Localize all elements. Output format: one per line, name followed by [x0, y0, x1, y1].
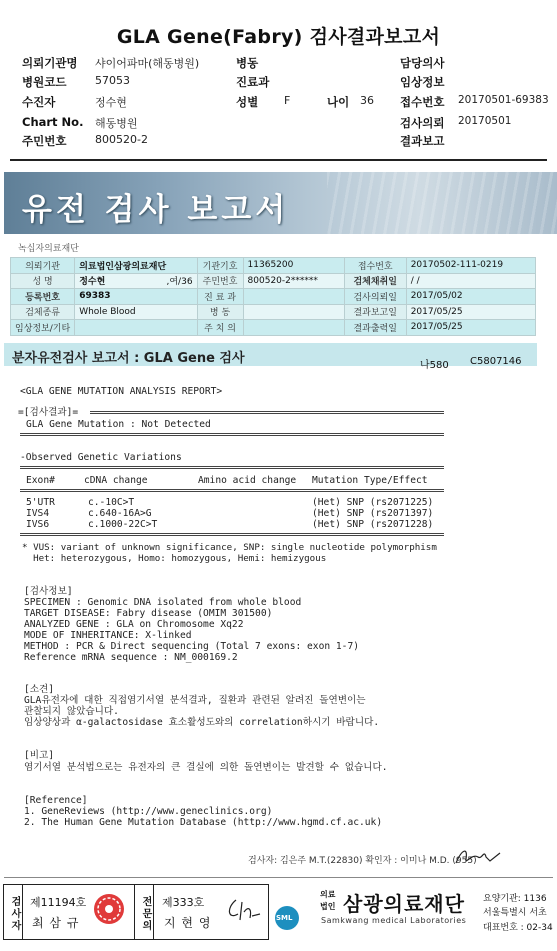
col-header: Mutation Type/Effect [312, 475, 428, 486]
variant-exon: IVS6 [26, 519, 50, 530]
result-text: GLA Gene Mutation : Not Detected [26, 419, 211, 430]
test-code: 나580 [420, 360, 449, 371]
variant-effect: (Het) SNP (rs2071225) [312, 497, 434, 508]
field-label: 병동 [236, 56, 259, 70]
logo-main: 삼광의료재단 [343, 892, 465, 916]
logo-badge: SML [276, 914, 293, 922]
org-label: 녹십자의료재단 [18, 244, 79, 254]
reference-label: [Reference] [24, 795, 88, 806]
info-line: Reference mRNA sequence : NM_000169.2 [24, 652, 238, 663]
field-label: 주민번호 [22, 134, 67, 148]
info-line: METHOD : PCR & Direct sequencing (Total 7 exons: exon 1-7) [24, 641, 360, 652]
field-label: 의뢰기관명 [22, 56, 78, 70]
field-label: 나이 [327, 95, 350, 109]
table-row: 검체종류 Whole Blood 병 동 결과보고일 2017/05/25 [11, 304, 536, 320]
test-id: C5807146 [470, 356, 522, 367]
table-row: 임상정보/기타 주 치 의 결과출력일 2017/05/25 [11, 320, 536, 336]
license-label: 검사자 [3, 884, 23, 940]
divider [90, 411, 444, 414]
patient-info-table [10, 257, 536, 336]
field-label: 병원코드 [22, 75, 67, 89]
footnote: * VUS: variant of unknown significance, SNP: single nucleotide polymorphism [22, 542, 437, 553]
variant-effect: (Het) SNP (rs2071228) [312, 519, 434, 530]
field-value: 정수현 [95, 96, 127, 109]
info-line: MODE OF INHERITANCE: X-linked [24, 630, 192, 641]
sex-value: F [284, 94, 291, 107]
license-no: 제11194호 [30, 896, 87, 909]
banner-decoration [327, 172, 557, 234]
info-label: [검사정보] [24, 586, 73, 597]
opinion-label: [소견] [24, 684, 55, 695]
field-label: 검사의뢰 [400, 116, 445, 130]
specialist-name: 지 현 영 [164, 916, 212, 930]
logo-small-label: 의료 [320, 890, 336, 899]
address-line: 요양기관: 1136 [483, 894, 547, 904]
banner-title: 유전 검사 보고서 [22, 192, 290, 228]
divider [20, 466, 444, 469]
reference-line: 2. The Human Gene Mutation Database (http://www.hgmd.cf.ac.uk) [24, 817, 383, 828]
remark-label: [비고] [24, 750, 55, 761]
info-line: SPECIMEN : Genomic DNA isolated from whole blood [24, 597, 302, 608]
signers: 검사자: 김은주 M.T.(22830) 확인자 : 이미나 M.D. (955) [248, 856, 477, 866]
variant-cdna: c.-10C>T [88, 497, 135, 508]
result-label: =[검사결과]= [18, 407, 79, 418]
report-title: GLA Gene(Fabry) 검사결과보고서 [116, 26, 441, 48]
address-line: 대표번호 : 02-34 [483, 923, 553, 933]
divider [20, 489, 444, 492]
field-value: 샤이어파마(해동병원) [95, 57, 200, 70]
field-label: Chart No. [22, 115, 84, 129]
variations-title: -Observed Genetic Variations [20, 452, 182, 463]
footnote: Het: heterozygous, Homo: homozygous, Hemi: hemizygous [22, 553, 327, 564]
field-label: 수진자 [22, 95, 56, 109]
logo-subtitle: Samkwang medical Laboratories [321, 916, 467, 925]
table-row: 의뢰기관 의료법인삼광의료재단 기관기호 11365200 접수번호 20170502-111-0219 [11, 258, 536, 274]
field-value: 800520-2 [95, 133, 148, 146]
col-header: Amino acid change [198, 475, 297, 486]
info-line: TARGET DISEASE: Fabry disease (OMIM 301500) [24, 608, 273, 619]
variant-cdna: c.640-16A>G [88, 508, 152, 519]
field-label: 임상정보 [400, 75, 445, 89]
opinion-line: 관찰되지 않았습니다. [24, 706, 119, 717]
col-header: Exon# [26, 475, 55, 486]
divider [20, 533, 444, 536]
table-row: 성 명 정수현 ,여/36 주민번호 800520-2****** 검체채취일 / / [11, 273, 536, 289]
reference-line: 1. GeneReviews (http://www.geneclinics.org) [24, 806, 273, 817]
field-label: 결과보고 [400, 134, 445, 148]
field-label: 진료과 [236, 75, 270, 89]
report-heading: <GLA GENE MUTATION ANALYSIS REPORT> [20, 386, 223, 397]
specialist-no: 제333호 [162, 896, 205, 909]
variant-exon: IVS4 [26, 508, 50, 519]
variant-effect: (Het) SNP (rs2071397) [312, 508, 434, 519]
logo-small-label: 법인 [320, 902, 336, 911]
signature-image [452, 843, 504, 869]
variant-exon: 5'UTR [26, 497, 55, 508]
body-divider [4, 877, 553, 878]
field-label: 성별 [236, 95, 259, 109]
receipt-no: 20170501-69383 [458, 94, 549, 106]
opinion-line: 임상양상과 α-galactosidase 효소활성도와의 correlation하시기 바랍니다. [24, 717, 380, 728]
address-line: 서울특별시 서초 [483, 908, 547, 918]
section-title: 분자유전검사 보고서 : GLA Gene 검사 [12, 351, 245, 366]
field-label: 담당의사 [400, 56, 445, 70]
age-value: 36 [360, 94, 374, 107]
examiner-name: 최 삼 규 [32, 916, 80, 930]
variant-cdna: c.1000-22C>T [88, 519, 158, 530]
table-row: 등록번호 69383 진 료 과 검사의뢰일 2017/05/02 [11, 289, 536, 305]
request-date: 20170501 [458, 115, 512, 127]
opinion-line: GLA유전자에 대한 직접염기서열 분석결과, 질환과 관련된 알려진 돌연변이는 [24, 695, 366, 706]
seal-stamp-icon [92, 892, 126, 926]
col-header: cDNA change [84, 475, 148, 486]
remark-line: 염기서열 분석법으로는 유전자의 큰 결실에 의한 돌연변이는 발견할 수 없습니다. [24, 762, 388, 773]
specialist-label: 전문의 [134, 884, 154, 940]
info-line: ANALYZED GENE : GLA on Chromosome Xq22 [24, 619, 244, 630]
field-value: 57053 [95, 74, 130, 87]
header-divider [10, 159, 547, 161]
field-label: 접수번호 [400, 95, 445, 109]
divider [20, 433, 444, 436]
specialist-signature [222, 896, 262, 926]
field-value: 해동병원 [95, 117, 138, 130]
